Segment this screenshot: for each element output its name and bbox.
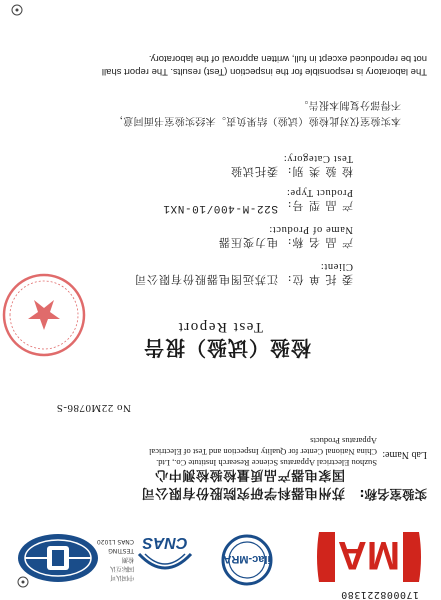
ma-cma-logo — [313, 524, 425, 590]
ilac-mra-logo — [211, 532, 283, 588]
lab-name-label-cn: 实验室名称: — [359, 487, 427, 502]
product-name-label-en: Name of Product: — [268, 224, 353, 235]
company-seal-stamp — [0, 270, 89, 360]
cnas-caption-line: CNAS L1020 — [96, 538, 134, 545]
cnas-caption-line: TESTING — [108, 547, 134, 554]
report-title-cn: 检验（试验）报告 — [143, 336, 311, 360]
client-label-en: Client: — [320, 261, 353, 272]
cnas-caption-line: 中国认可 — [109, 574, 134, 581]
ma-certificate-number: 170008221380 — [340, 589, 419, 600]
declaration-en-line2: not be reproduced except in full, written approval of the laboratory. — [148, 53, 427, 64]
lab-name-en-line3: Apparatus Products — [310, 436, 377, 446]
product-type-label-cn: 产 品 型 号: — [286, 199, 353, 212]
product-type-value: S22-M-400/10-NX1 — [162, 202, 278, 214]
lab-name-en-line1: Suzhou Electrical Apparatus Science Research Institute Co., Ltd. — [156, 458, 377, 468]
ilac-logo-text: ilac-MRA — [223, 553, 271, 565]
cnas-caption-line: 国际互认 — [109, 565, 134, 572]
declaration-en-line1: The laboratory is responsible for the inspection (Test) results. The report shall — [101, 66, 427, 77]
lab-name-en-line2: China National Center for Quality Inspection and Test of Electrical — [149, 447, 377, 457]
test-category-label-en: Test Category: — [283, 153, 353, 164]
product-type-label-en: Product Type: — [286, 187, 353, 198]
test-category-label-cn: 检 验 类 别: — [286, 165, 353, 178]
report-number: No 22M0786-S — [56, 402, 131, 414]
cnas-logo — [129, 528, 201, 588]
corner-mark-icon — [11, 4, 23, 16]
cnas-caption-line: 检测 — [121, 556, 134, 563]
declaration-cn-line1: 本实验室仅对此检验（试验）结果负责。未经实验室书面同意， — [112, 115, 401, 126]
declaration-cn-line2: 不得部分复制本报告。 — [298, 99, 401, 110]
client-value: 江苏远图电器股份有限公司 — [134, 273, 278, 286]
lab-name-cn-line2: 国家电器产品质量检验检测中心 — [154, 467, 345, 482]
ma-logo-text: MA — [337, 533, 401, 577]
lab-name-en — [149, 435, 377, 468]
product-name-label-cn: 产 品 名 称: — [286, 236, 353, 249]
product-name-value: 电力变压器 — [218, 236, 278, 249]
report-title-en: Test Report — [177, 319, 263, 335]
cnas-logo-text: CNAS — [142, 534, 188, 551]
corner-mark-icon — [17, 576, 29, 588]
client-label-cn: 委 托 单 位: — [286, 273, 353, 286]
lab-name-label-en: Lab Name: — [382, 449, 427, 460]
accreditation-logos — [0, 520, 441, 600]
lab-name-cn-line1: 苏州电器科学研究院股份有限公司 — [140, 485, 345, 500]
test-category-value: 委托试验 — [230, 165, 278, 178]
